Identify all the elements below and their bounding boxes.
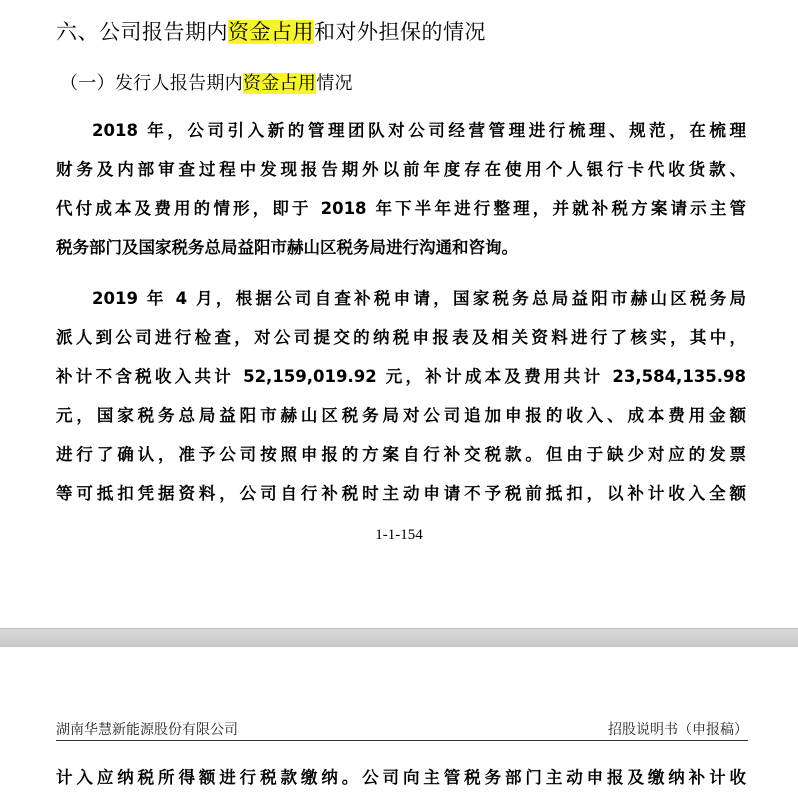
page-number: 1-1-154 — [375, 527, 423, 543]
search-highlight: 资金占用 — [243, 73, 317, 94]
text-line: 财务及内部审查过程中发现报告期外以前年度存在使用个人银行卡代收货款、 — [56, 160, 746, 179]
text-line: 进行了确认，准予公司按照申报的方案自行补交税款。但由于缺少对应的发票 — [56, 445, 746, 464]
header-document-title: 招股说明书（申报稿） — [608, 722, 748, 738]
section-heading — [56, 16, 486, 46]
heading-text-post: 和对外担保的情况 — [314, 20, 486, 44]
heading-text-pre: 六、公司报告期内 — [56, 20, 228, 44]
text-line: 元，国家税务总局益阳市赫山区税务局对公司追加申报的收入、成本费用金额 — [56, 406, 746, 425]
text-line: 等可抵扣凭据资料，公司自行补税时主动申请不予税前抵扣，以补计收入全额 — [56, 484, 746, 503]
text-line: 补计不含税收入共计 52,159,019.92 元，补计成本及费用共计 23,584,135.98 — [56, 367, 746, 386]
document-page-2 — [0, 647, 798, 807]
text-line: 税务部门及国家税务总局益阳市赫山区税务局进行沟通和咨询。 — [56, 238, 518, 257]
text-line: 2019 年 4 月，根据公司自查补税申请，国家税务总局益阳市赫山区税务局 — [92, 289, 746, 308]
header-rule — [56, 740, 748, 741]
paragraph-3: 计入应纳税所得额进行税款缴纳。公司向主管税务部门主动申报及缴纳补计收 — [56, 768, 746, 787]
subsection-heading — [60, 69, 353, 95]
page-separator — [0, 628, 798, 648]
paragraph-2 — [56, 279, 746, 513]
search-highlight: 资金占用 — [228, 20, 314, 44]
subheading-text-post: 情况 — [316, 73, 353, 94]
text-line: 2018 年，公司引入新的管理团队对公司经营管理进行梳理、规范，在梳理 — [92, 121, 746, 140]
header-company-name: 湖南华慧新能源股份有限公司 — [56, 722, 238, 738]
paragraph-1 — [56, 111, 746, 267]
subheading-text-pre: （一）发行人报告期内 — [60, 73, 243, 94]
text-line: 派人到公司进行检查，对公司提交的纳税申报表及相关资料进行了核实，其中， — [56, 328, 746, 347]
text-line: 代付成本及费用的情形，即于 2018 年下半年进行整理，并就补税方案请示主管 — [56, 199, 746, 218]
